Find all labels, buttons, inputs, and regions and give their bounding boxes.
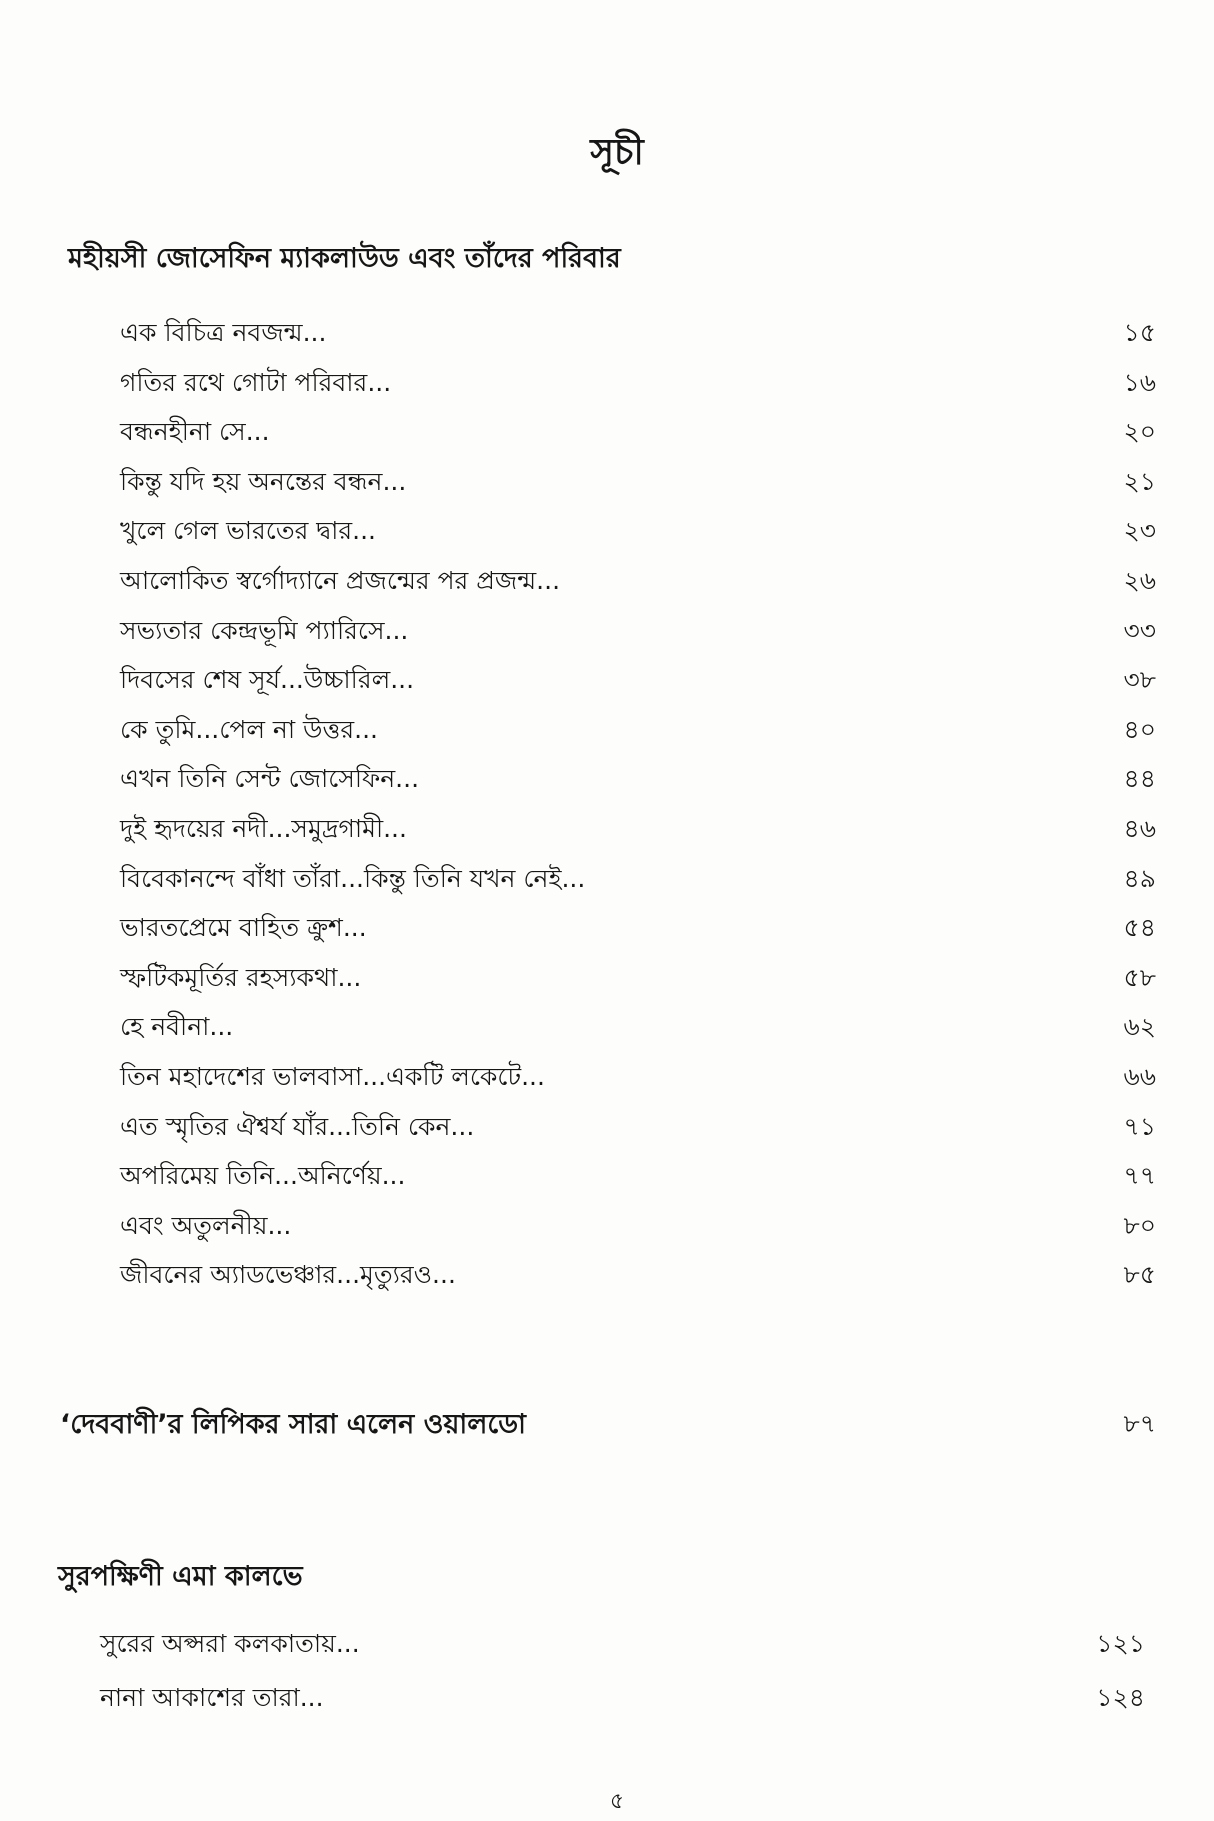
entry-title: আলোকিত স্বর্গোদ্যানে প্রজন্মের পর প্রজন্ম... [120, 566, 561, 595]
toc-entry [120, 1255, 1156, 1295]
toc-entry [120, 412, 1156, 452]
toc-entry [120, 710, 1156, 750]
entry-page: ১৬ [1123, 367, 1156, 397]
entry-title: ভারতপ্রেমে বাহিত ক্রুশ... [120, 913, 367, 943]
toc-entry [120, 660, 1156, 700]
section-heading-josephine: মহীয়সী জোসেফিন ম্যাকলাউড এবং তাঁদের পরিবার [68, 243, 621, 274]
toc-entry [120, 759, 1156, 799]
entry-title: খুলে গেল ভারতের দ্বার... [120, 516, 376, 546]
entry-title: সুরের অপ্সরা কলকাতায়... [100, 1629, 360, 1658]
section-heading-emma-calve: সুরপক্ষিণী এমা কালভে [58, 1561, 303, 1592]
toc-entry [120, 462, 1156, 502]
entry-title: ‘দেববাণী’র লিপিকর সারা এলেন ওয়ালডো [60, 1409, 526, 1440]
entry-title: গতির রথে গোটা পরিবার... [120, 367, 392, 397]
entry-page: ২৩ [1123, 516, 1156, 546]
entry-page: ৬২ [1123, 1012, 1156, 1042]
page-title: সূচী [590, 132, 644, 173]
entry-page: ৮৭ [1123, 1409, 1156, 1438]
entry-page: ৪৬ [1123, 814, 1156, 843]
entry-title: বন্ধনহীনা সে... [120, 417, 270, 447]
entry-page: ৫৮ [1123, 962, 1156, 992]
toc-entry [120, 908, 1156, 948]
toc-entry [120, 1057, 1156, 1097]
entry-page: ১২৪ [1096, 1683, 1145, 1712]
entry-title: দুই হৃদয়ের নদী...সমুদ্রগামী... [120, 814, 407, 843]
entry-page: ৪০ [1123, 714, 1156, 744]
toc-entry [100, 1624, 1145, 1664]
toc-entry [120, 1107, 1156, 1147]
toc-entry [120, 511, 1156, 551]
entry-title: এখন তিনি সেন্ট জোসেফিন... [120, 764, 420, 794]
toc-entry [120, 363, 1156, 403]
toc-entry [120, 1206, 1156, 1246]
entry-page: ৭১ [1123, 1111, 1156, 1141]
entry-title: সভ্যতার কেন্দ্রভূমি প্যারিসে... [120, 615, 409, 645]
entry-page: ৪৯ [1123, 863, 1156, 893]
entry-page: ৬৬ [1123, 1062, 1156, 1091]
entry-page: ৮০ [1123, 1210, 1156, 1240]
entry-title: বিবেকানন্দে বাঁধা তাঁরা...কিন্তু তিনি যখন নেই... [120, 863, 586, 893]
toc-entry [120, 958, 1156, 998]
entry-page: ১৫ [1123, 318, 1156, 347]
toc-entry [120, 859, 1156, 899]
toc-entry [120, 1156, 1156, 1196]
entry-title: কিন্তু যদি হয় অনন্তের বন্ধন... [120, 466, 407, 496]
entry-page: ৫৪ [1123, 913, 1156, 943]
page-number: ৫ [609, 1789, 625, 1814]
entry-title: স্ফটিকমূর্তির রহস্যকথা... [120, 962, 362, 992]
toc-entry [120, 809, 1156, 849]
entry-page: ২১ [1123, 466, 1156, 496]
entry-page: ২৬ [1123, 566, 1156, 595]
entry-title: এক বিচিত্র নবজন্ম... [120, 318, 327, 347]
toc-entry [120, 561, 1156, 601]
toc-entry [120, 1007, 1156, 1047]
entry-page: ১২১ [1096, 1629, 1145, 1658]
entry-title: অপরিমেয় তিনি...অনির্ণেয়... [120, 1161, 406, 1191]
entry-title: দিবসের শেষ সূর্য...উচ্চারিল... [120, 665, 415, 695]
entry-page: ৮৫ [1123, 1260, 1156, 1290]
entry-title: এবং অতুলনীয়... [120, 1210, 292, 1240]
entry-title: নানা আকাশের তারা... [100, 1683, 324, 1712]
entry-page: ৩৮ [1123, 665, 1156, 695]
toc-entry [100, 1678, 1145, 1718]
entry-title: হে নবীনা... [120, 1012, 234, 1042]
entry-page: ৪৪ [1123, 764, 1156, 794]
toc-entry [120, 313, 1156, 353]
entry-title: জীবনের অ্যাডভেঞ্চার...মৃত্যুরও... [120, 1260, 456, 1290]
toc-entry [120, 611, 1156, 651]
section-entry-sara-waldo [60, 1404, 1156, 1449]
entry-page: ২০ [1123, 417, 1156, 447]
entry-page: ৭৭ [1123, 1161, 1156, 1191]
entry-page: ৩৩ [1123, 615, 1156, 645]
entry-title: কে তুমি...পেল না উত্তর... [120, 714, 378, 744]
entry-title: এত স্মৃতির ঐশ্বর্য যাঁর...তিনি কেন... [120, 1111, 475, 1141]
entry-title: তিন মহাদেশের ভালবাসা...একটি লকেটে... [120, 1062, 545, 1091]
